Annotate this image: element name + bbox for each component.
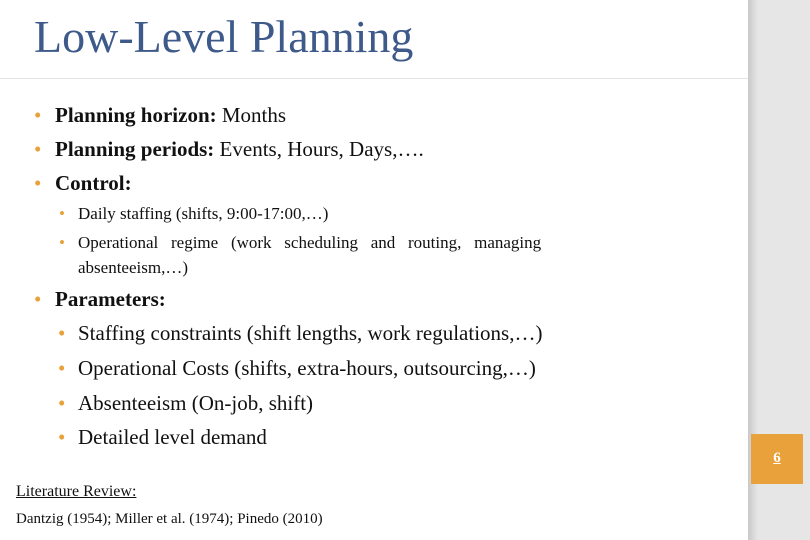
bullet-label: Planning horizon: <box>55 103 217 127</box>
bullet-label: Planning periods: <box>55 137 215 161</box>
sub-bullet-icon: • <box>58 425 66 449</box>
sub-bullet-icon: • <box>58 356 66 380</box>
page-number: 6 <box>773 450 781 466</box>
bullet-icon: • <box>34 137 42 161</box>
literature-review-heading: Literature Review: <box>16 483 137 500</box>
bullet-planning-periods <box>55 137 424 162</box>
sub-bullet-icon: • <box>58 391 66 415</box>
bullet-text: Events, Hours, Days,…. <box>214 137 424 161</box>
parameter-item: Detailed level demand <box>78 425 267 449</box>
bullet-icon: • <box>34 103 42 127</box>
title-divider <box>0 78 748 79</box>
sub-bullet-icon: • <box>58 321 66 345</box>
sub-bullet-icon: • <box>59 233 65 252</box>
sub-bullet-icon: • <box>59 204 65 223</box>
parameters-label: Parameters: <box>55 287 166 311</box>
bullet-text: Months <box>216 103 287 127</box>
slide-title: Low-Level Planning <box>34 11 414 62</box>
control-item-operational-regime-cont: absenteeism,…) <box>78 258 188 277</box>
bullet-planning-horizon <box>55 103 286 128</box>
parameter-item: Absenteeism (On-job, shift) <box>78 391 314 415</box>
parameter-item: Operational Costs (shifts, extra-hours, outsourcing,…) <box>78 356 536 380</box>
bullet-control <box>55 171 132 196</box>
bullet-label: Control: <box>55 171 132 195</box>
literature-review-citations: Dantzig (1954); Miller et al. (1974); Pinedo (2010) <box>16 511 323 527</box>
bullet-icon: • <box>34 287 42 311</box>
control-item-operational-regime: Operational regime (work scheduling and routing, managing <box>78 233 542 252</box>
control-item-daily-staffing: Daily staffing (shifts, 9:00-17:00,…) <box>78 204 329 223</box>
parameter-item: Staffing constraints (shift lengths, work regulations,…) <box>78 321 543 345</box>
bullet-icon: • <box>34 171 42 195</box>
